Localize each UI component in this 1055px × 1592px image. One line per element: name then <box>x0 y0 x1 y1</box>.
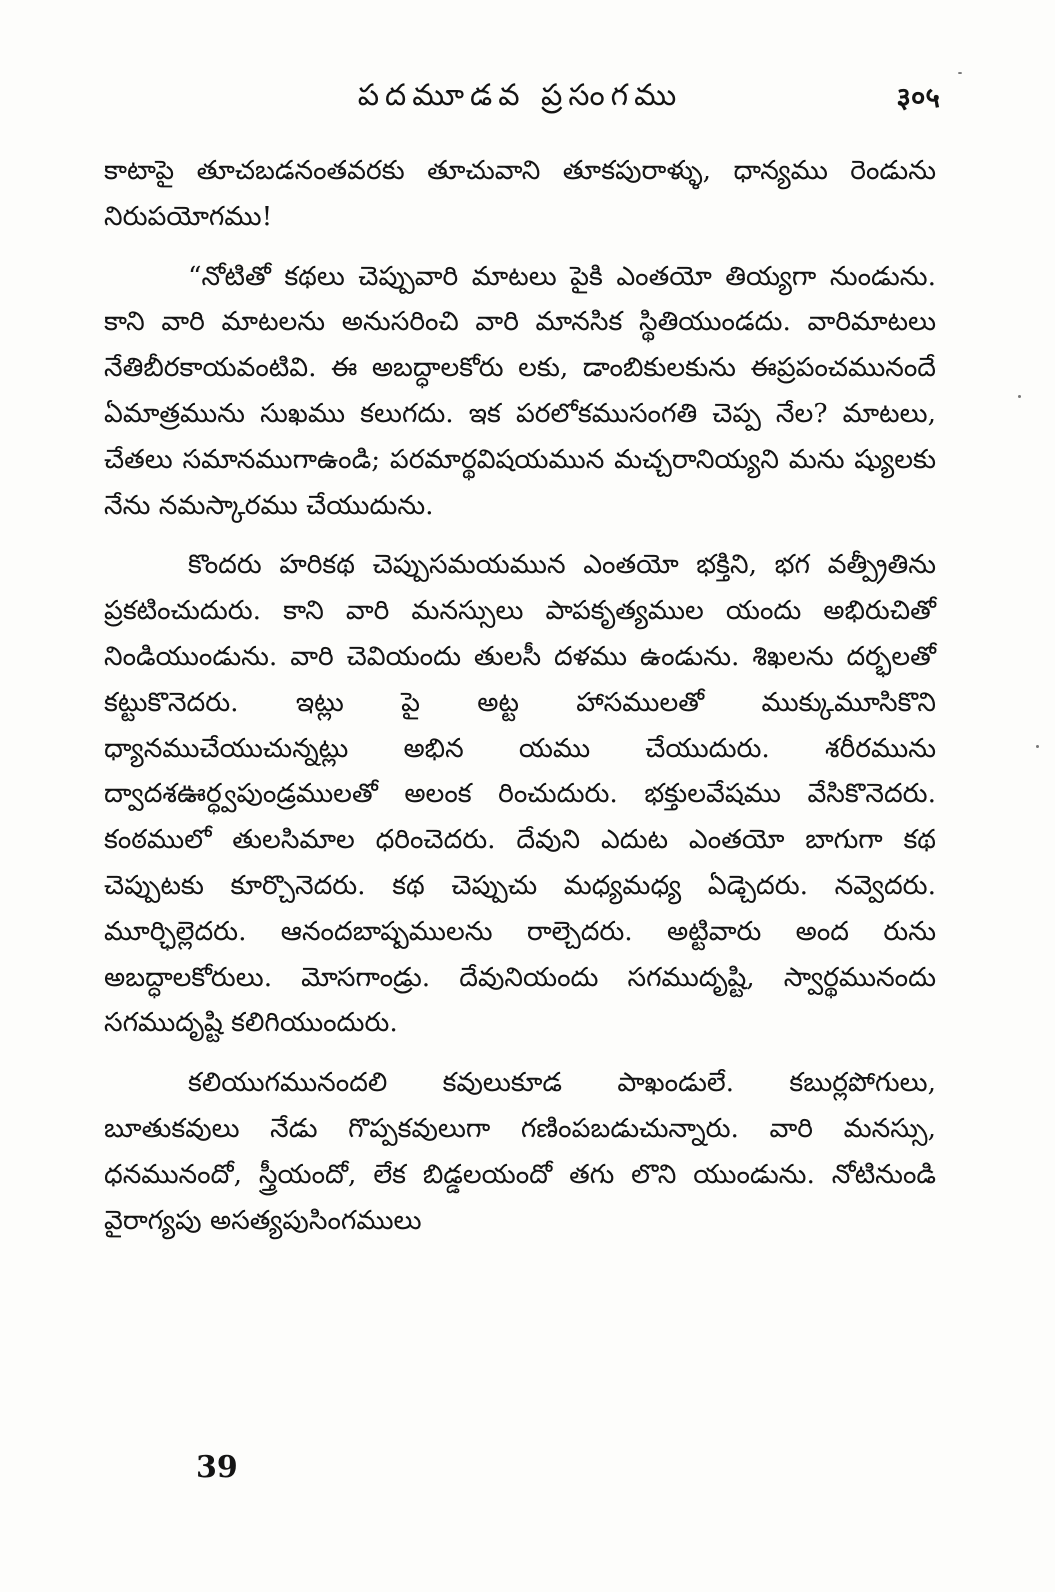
paragraph-3: కొందరు హరికథ చెప్పుసమయమున ఎంతయో భక్తిని, భగ వత్ప్రీతిను ప్రకటించుదురు. కాని వారి మనస్సులు పాపకృత్యముల యందు అభిరుచితో నిండియుండును. వారి చెవియందు తులసీ దళము ఉండును. శిఖలను దర్భలతో కట్టుకొనెదరు. ఇట్లు పై అట్ట హాసములతో ముక్కుమూసికొని ధ్యానముచేయుచున్నట్లు అభిన యము చేయుదురు. శరీరమును ద్వాదశఊర్ధ్వపుండ్రములతో అలంక రించుదురు. భక్తులవేషము వేసికొనెదరు. కంఠములో తులసిమాల ధరించెదరు. దేవుని ఎదుట ఎంతయో బాగుగా కథ చెప్పుటకు కూర్చొనెదరు. కథ చెప్పుచు మధ్యమధ్య ఏడ్చెదరు. నవ్వెదరు. మూర్ఛిల్లెదరు. ఆనందబాష్పములను రాల్చెదరు. అట్టివారు అంద రును అబద్ధాలకోరులు. మోసగాండ్రు. దేవునియందు సగముదృష్టి, స్వార్థమునందు సగముదృష్టి కలిగియుందురు. <box>104 549 936 1039</box>
scan-speck <box>1018 395 1021 398</box>
page-number: ३०५ <box>896 81 940 114</box>
paragraph-gap <box>104 1046 936 1060</box>
body-text <box>104 148 936 1243</box>
paragraph-2: “నోటితో కథలు చెప్పువారి మాటలు పైకి ఎంతయో తియ్యగా నుండును. కాని వారి మాటలను అనుసరించి వారి మానసిక స్థితియుండదు. వారిమాటలు నేతిబీరకాయవంటివి. ఈ అబద్ధాలకోరు లకు, డాంబికులకును ఈప్రపంచమునందే ఏమాత్రమును సుఖము కలుగదు. ఇక పరలోకముసంగతి చెప్ప నేల? మాటలు, చేతలు సమానముగాఉండి; పరమార్థవిషయమున మచ్చరానియ్యని మను ష్యులకు నేను నమస్కారము చేయుదును. <box>104 260 936 521</box>
paragraph-gap <box>104 528 936 542</box>
scan-speck <box>1036 745 1039 748</box>
scan-speck <box>958 72 962 74</box>
paragraph-4: కలియుగమునందలి కవులుకూడ పాఖండులే. కబుర్లపోగులు, బూతుకవులు నేడు గొప్పకవులుగా గణింపబడుచున్నారు. వారి మనస్సు, ధనమునందో, స్త్రీయందో, లేక బిడ్డలయందో తగు లొని యుండును. నోటినుండి వైరాగ్యపు అసత్యపుసింగములు <box>104 1067 936 1236</box>
chapter-title: పదమూడవ ప్రసంగము <box>357 78 683 113</box>
paragraph-1: కాటాపై తూచబడనంతవరకు తూచువాని తూకపురాళ్ళు, ధాన్యము రెండును నిరుపయోగము! <box>104 155 936 232</box>
running-header <box>100 78 940 118</box>
paragraph-gap <box>104 240 936 254</box>
signature-mark: 39 <box>196 1450 238 1485</box>
